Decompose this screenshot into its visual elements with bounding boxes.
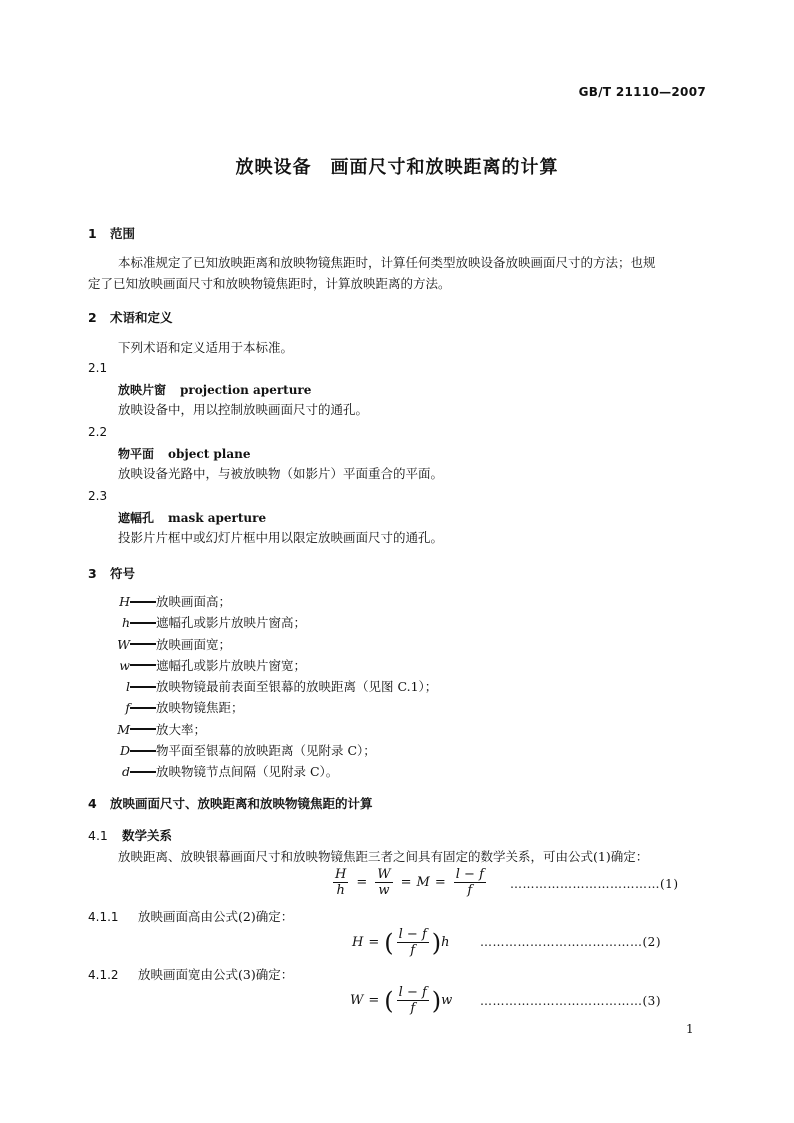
terms-intro: 下列术语和定义适用于本标准。 [118,340,294,355]
equation-3: W = ( $\frac{l - f}{f}$ ) w [350,985,453,1016]
dash [130,601,156,603]
left-paren: ( [384,928,394,957]
symbol: W [117,636,130,652]
symbol: H [119,594,130,609]
symbol-list [88,591,437,783]
symbol: h [121,615,130,631]
fraction: $\frac{l - f}{f}$ [455,867,484,898]
equation-leader: …………………………………(3) [480,994,661,1008]
term-title [118,445,251,462]
section-number: 1 [88,226,97,241]
symbol-desc: 物平面至银幕的放映距离（见附录 C）； [156,743,376,759]
term-title [118,509,266,526]
left-paren: ( [384,986,394,1015]
section-1-heading [88,224,135,242]
dash [130,664,156,666]
equation-label: (1) [660,877,679,891]
symbol-desc: 遮幅孔或影片放映片窗高； [156,615,307,631]
section-number: 4.1 [88,828,108,843]
equation-leader: ………………………………(1) [510,877,679,891]
dash [130,643,156,645]
scope-line-2: 定了已知放映画面尺寸和放映物镜焦距时，计算放映距离的方法。 [88,276,451,291]
symbol: D [119,743,130,759]
dash [130,707,156,709]
symbol-row [88,676,437,697]
right-paren: ) [431,928,442,957]
section-number: 2 [88,310,97,325]
fraction: $\frac{H}{h}$ [335,867,347,898]
section-2-heading [88,308,173,326]
subsection-4-1-1 [88,906,293,928]
symbol: l [126,679,130,695]
term-definition: 投影片片框中或幻灯片框中用以限定放映画面尺寸的通孔。 [118,530,444,545]
section-title: 范围 [110,226,136,241]
symbol-desc: 遮幅孔或影片放映片窗宽； [156,657,307,673]
section-3-heading [88,564,135,582]
page-number: 1 [686,1022,694,1036]
symbol-desc: 放映画面高； [156,594,232,609]
symbol-row [88,761,437,782]
symbol-row [88,740,437,761]
subsection-text: 放映画面宽由公式(3)确定： [138,967,294,982]
right-paren: ) [431,986,442,1015]
scope-line-1: 本标准规定了已知放映距离和放映物镜焦距时，计算任何类型放映设备放映画面尺寸的方法；也规 [118,255,656,270]
symbol: M [117,721,130,737]
symbol-desc: 放映画面宽； [156,636,232,652]
section-number: 4 [88,796,97,811]
term-zh: 遮幅孔 [118,511,155,525]
dash [130,622,156,624]
symbol-desc: 放大率； [156,721,207,737]
section-number: 4.1.2 [88,968,119,982]
page-title: 放映设备 画面尺寸和放映距离的计算 [235,157,559,178]
term-title [118,381,311,398]
term-zh: 放映片窗 [118,383,167,397]
dash [130,686,156,688]
fraction: $\frac{l - f}{f}$ [398,927,427,958]
term-number: 2.2 [88,425,108,439]
subsection-4-1-2 [88,964,293,986]
equation-2: H = ( $\frac{l - f}{f}$ ) h [352,927,450,958]
symbol-desc: 放映物镜节点间隔（见附录 C）。 [156,764,339,780]
fraction: $\frac{W}{w}$ [377,867,391,898]
subsection-text: 放映画面高由公式(2)确定： [138,909,294,924]
symbol-row [88,591,437,612]
term-en: object plane [168,447,251,461]
section-title: 数学关系 [122,828,173,843]
symbol-row [88,719,437,740]
standard-code: GB/T 21110—2007 [578,85,706,99]
dash [130,728,156,730]
equation-1: $\frac{H}{h}$ = $\frac{W}{w}$ = M = $\frac{l - f}{f}$ [335,867,484,898]
section-number: 3 [88,566,97,581]
term-zh: 物平面 [118,447,155,461]
section-title: 符号 [110,566,136,581]
dash [130,771,156,773]
section-title: 放映画面尺寸、放映距离和放映物镜焦距的计算 [110,796,373,811]
term-number: 2.1 [88,361,108,375]
section-title: 术语和定义 [110,310,173,325]
term-definition: 放映设备中，用以控制放映画面尺寸的通孔。 [118,402,369,417]
symbol-desc: 放映物镜最前表面至银幕的放映距离（见图 C.1）； [156,679,438,695]
section-4-heading [88,794,373,812]
term-definition: 放映设备光路中，与被放映物（如影片）平面重合的平面。 [118,466,444,481]
section-number: 4.1.1 [88,910,119,924]
symbol-row [88,697,437,718]
term-en: projection aperture [180,383,312,397]
term-en: mask aperture [168,511,267,525]
symbol-row [88,612,437,633]
symbol: f [125,700,130,716]
symbol: d [121,764,130,780]
symbol-desc: 放映物镜焦距； [156,700,244,716]
equation-leader: …………………………………(2) [480,935,661,949]
symbol-row [88,655,437,676]
equation-label: (2) [642,935,661,949]
section-4-1-heading [88,826,172,844]
symbol: w [119,657,130,673]
term-number: 2.3 [88,489,108,503]
dash [130,750,156,752]
math-relation-text: 放映距离、放映银幕画面尺寸和放映物镜焦距三者之间具有固定的数学关系，可由公式(1)确定： [118,849,649,864]
symbol-row [88,634,437,655]
equation-label: (3) [642,994,661,1008]
fraction: $\frac{l - f}{f}$ [398,985,427,1016]
